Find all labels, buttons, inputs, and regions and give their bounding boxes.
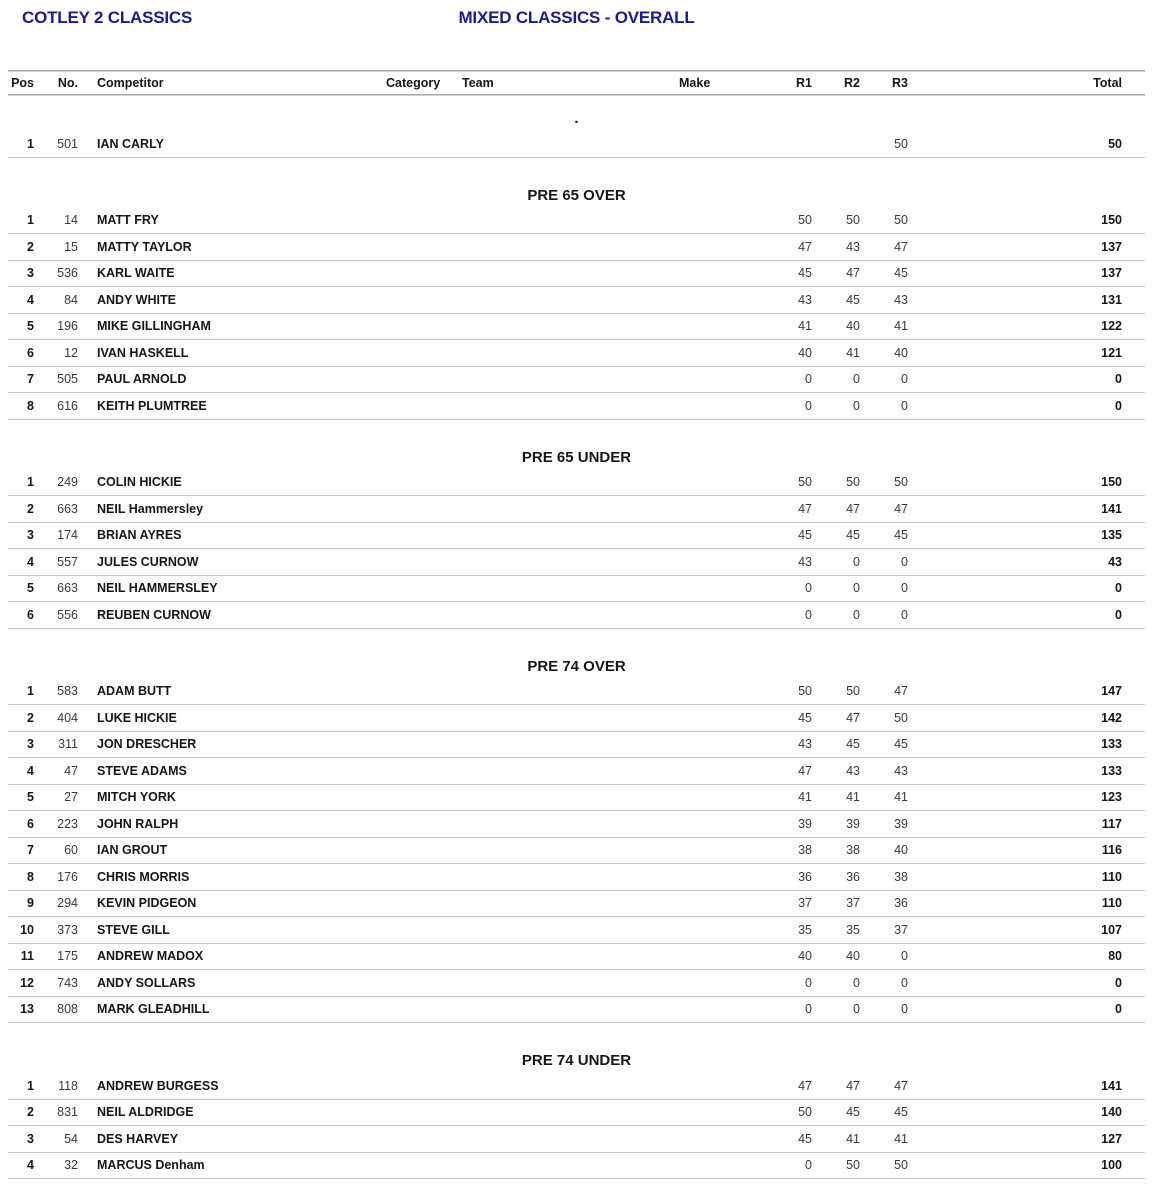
- cell-competitor: MITCH YORK: [97, 790, 176, 805]
- cell-r2: 43: [846, 763, 860, 778]
- table-row: [8, 496, 1145, 523]
- cell-no: 84: [64, 292, 78, 307]
- cell-r2: 0: [853, 398, 860, 413]
- cell-competitor: ANDREW BURGESS: [97, 1078, 219, 1093]
- cell-r2: 0: [853, 581, 860, 596]
- cell-r3: 50: [894, 475, 908, 490]
- cell-competitor: PAUL ARNOLD: [97, 372, 187, 387]
- cell-competitor: ANDY WHITE: [97, 292, 176, 307]
- cell-pos: 11: [20, 949, 34, 964]
- table-row: [8, 208, 1145, 235]
- cell-no: 663: [57, 581, 78, 596]
- cell-total: 137: [1101, 266, 1122, 281]
- cell-competitor: MARCUS Denham: [97, 1158, 205, 1173]
- cell-r1: 38: [798, 843, 812, 858]
- cell-r3: 43: [894, 763, 908, 778]
- table-row: [8, 917, 1145, 944]
- cell-pos: 8: [27, 869, 34, 884]
- column-header-team: Team: [462, 76, 494, 90]
- cell-pos: 1: [27, 1078, 34, 1093]
- cell-pos: 1: [27, 213, 34, 228]
- cell-r1: 0: [805, 1002, 812, 1017]
- cell-total: 141: [1101, 1078, 1122, 1093]
- cell-pos: 3: [27, 266, 34, 281]
- cell-total: 133: [1101, 737, 1122, 752]
- cell-no: 663: [57, 501, 78, 516]
- cell-total: 110: [1101, 896, 1122, 911]
- table-header-row: [8, 72, 1145, 94]
- cell-r3: 41: [894, 790, 908, 805]
- cell-pos: 2: [27, 501, 34, 516]
- cell-r2: 0: [853, 554, 860, 569]
- cell-total: 0: [1115, 607, 1122, 622]
- cell-r3: 0: [901, 975, 908, 990]
- cell-no: 196: [57, 319, 78, 334]
- cell-total: 123: [1101, 790, 1122, 805]
- cell-r3: 0: [901, 554, 908, 569]
- cell-competitor: KARL WAITE: [97, 266, 175, 281]
- results-section: [8, 1048, 1145, 1179]
- cell-r2: 45: [846, 1105, 860, 1120]
- table-row: [8, 549, 1145, 576]
- cell-pos: 3: [27, 1131, 34, 1146]
- cell-total: 117: [1101, 816, 1122, 831]
- cell-r3: 0: [901, 398, 908, 413]
- cell-r1: 50: [798, 475, 812, 490]
- cell-competitor: NEIL Hammersley: [97, 501, 204, 516]
- cell-competitor: STEVE GILL: [97, 922, 170, 937]
- cell-r1: 0: [805, 607, 812, 622]
- event-title: COTLEY 2 CLASSICS: [22, 8, 193, 27]
- cell-r3: 41: [894, 319, 908, 334]
- cell-r1: 45: [798, 1131, 812, 1146]
- cell-r1: 45: [798, 528, 812, 543]
- cell-no: 373: [57, 922, 78, 937]
- cell-r1: 47: [798, 501, 812, 516]
- cell-r1: 47: [798, 239, 812, 254]
- table-row: [8, 838, 1145, 865]
- cell-r3: 45: [894, 528, 908, 543]
- cell-r2: 0: [853, 372, 860, 387]
- cell-pos: 5: [27, 790, 34, 805]
- column-header-category: Category: [386, 76, 441, 90]
- cell-r1: 0: [805, 581, 812, 596]
- table-row: [8, 1153, 1145, 1180]
- cell-no: 536: [57, 266, 78, 281]
- cell-r3: 0: [901, 607, 908, 622]
- cell-no: 174: [57, 528, 78, 543]
- table-row: [8, 944, 1145, 971]
- cell-total: 0: [1115, 975, 1122, 990]
- cell-total: 147: [1101, 684, 1122, 699]
- cell-pos: 5: [27, 581, 34, 596]
- cell-competitor: MARK GLEADHILL: [97, 1002, 210, 1017]
- column-header-r3: R3: [892, 76, 908, 90]
- cell-total: 133: [1101, 763, 1122, 778]
- cell-r2: 36: [846, 869, 860, 884]
- cell-r1: 50: [798, 213, 812, 228]
- cell-pos: 7: [27, 372, 34, 387]
- cell-total: 122: [1101, 319, 1122, 334]
- cell-r2: 50: [846, 213, 860, 228]
- cell-total: 131: [1101, 292, 1122, 307]
- cell-r3: 47: [894, 239, 908, 254]
- cell-no: 60: [64, 843, 78, 858]
- cell-competitor: STEVE ADAMS: [97, 763, 187, 778]
- table-row: [8, 864, 1145, 891]
- cell-r2: 50: [846, 684, 860, 699]
- cell-pos: 2: [27, 239, 34, 254]
- results-table: [8, 70, 1145, 1179]
- cell-r2: 40: [846, 949, 860, 964]
- cell-pos: 8: [27, 398, 34, 413]
- cell-r3: 50: [894, 213, 908, 228]
- cell-r2: 47: [846, 501, 860, 516]
- cell-total: 0: [1115, 1002, 1122, 1017]
- cell-competitor: REUBEN CURNOW: [97, 607, 211, 622]
- table-row: [8, 340, 1145, 367]
- cell-total: 140: [1101, 1105, 1122, 1120]
- table-row: [8, 758, 1145, 785]
- cell-r3: 40: [894, 345, 908, 360]
- cell-competitor: KEITH PLUMTREE: [97, 398, 207, 413]
- cell-competitor: JOHN RALPH: [97, 816, 179, 831]
- cell-pos: 12: [20, 975, 34, 990]
- cell-total: 150: [1101, 475, 1122, 490]
- section-title: .: [574, 110, 579, 127]
- cell-no: 54: [64, 1131, 78, 1146]
- cell-total: 116: [1101, 843, 1122, 858]
- cell-no: 556: [57, 607, 78, 622]
- cell-r2: 41: [846, 345, 860, 360]
- section-title: PRE 74 UNDER: [521, 1052, 632, 1069]
- cell-pos: 2: [27, 710, 34, 725]
- cell-total: 0: [1115, 398, 1122, 413]
- cell-competitor: NEIL HAMMERSLEY: [97, 581, 218, 596]
- column-header-r2: R2: [844, 76, 860, 90]
- cell-total: 50: [1108, 136, 1122, 151]
- cell-pos: 5: [27, 319, 34, 334]
- cell-r3: 45: [894, 737, 908, 752]
- cell-total: 100: [1101, 1158, 1122, 1173]
- cell-no: 808: [57, 1002, 78, 1017]
- column-header-pos: Pos: [11, 76, 34, 90]
- results-section: [8, 183, 1145, 420]
- cell-total: 0: [1115, 581, 1122, 596]
- cell-r2: 35: [846, 922, 860, 937]
- cell-r2: 0: [853, 607, 860, 622]
- table-row: [8, 261, 1145, 288]
- column-header-make: Make: [679, 76, 711, 90]
- cell-no: 743: [57, 975, 78, 990]
- cell-no: 47: [64, 763, 78, 778]
- cell-no: 12: [64, 345, 78, 360]
- cell-r1: 50: [798, 1105, 812, 1120]
- cell-pos: 1: [27, 684, 34, 699]
- cell-r1: 43: [798, 292, 812, 307]
- cell-r3: 39: [894, 816, 908, 831]
- table-row: [8, 679, 1145, 706]
- table-row: [8, 811, 1145, 838]
- table-row: [8, 576, 1145, 603]
- table-row: [8, 705, 1145, 732]
- table-header-bottom-double-rule: [8, 94, 1145, 96]
- table-row: [8, 1100, 1145, 1127]
- cell-no: 616: [57, 398, 78, 413]
- cell-r3: 36: [894, 896, 908, 911]
- cell-total: 110: [1101, 869, 1122, 884]
- cell-r1: 47: [798, 1078, 812, 1093]
- cell-competitor: ANDREW MADOX: [97, 949, 204, 964]
- cell-no: 14: [64, 213, 78, 228]
- cell-r3: 47: [894, 1078, 908, 1093]
- cell-r3: 0: [901, 372, 908, 387]
- cell-r2: 0: [853, 1002, 860, 1017]
- cell-pos: 6: [27, 607, 34, 622]
- cell-r1: 39: [798, 816, 812, 831]
- cell-competitor: IAN GROUT: [97, 843, 168, 858]
- cell-total: 135: [1101, 528, 1122, 543]
- cell-r3: 50: [894, 136, 908, 151]
- cell-r1: 45: [798, 266, 812, 281]
- table-row: [8, 732, 1145, 759]
- cell-r3: 38: [894, 869, 908, 884]
- cell-no: 27: [64, 790, 78, 805]
- cell-r3: 47: [894, 684, 908, 699]
- cell-competitor: IAN CARLY: [97, 136, 164, 151]
- cell-r1: 0: [805, 372, 812, 387]
- cell-no: 505: [57, 372, 78, 387]
- table-row: [8, 602, 1145, 629]
- table-row: [8, 1073, 1145, 1100]
- column-header-total: Total: [1093, 76, 1122, 90]
- cell-competitor: ANDY SOLLARS: [97, 975, 196, 990]
- cell-competitor: JON DRESCHER: [97, 737, 197, 752]
- cell-r2: 37: [846, 896, 860, 911]
- cell-total: 141: [1101, 501, 1122, 516]
- cell-r1: 50: [798, 684, 812, 699]
- cell-pos: 7: [27, 843, 34, 858]
- cell-competitor: KEVIN PIDGEON: [97, 896, 197, 911]
- cell-pos: 13: [20, 1002, 34, 1017]
- cell-total: 0: [1115, 372, 1122, 387]
- cell-pos: 9: [27, 896, 34, 911]
- cell-pos: 4: [27, 292, 34, 307]
- cell-r1: 40: [798, 345, 812, 360]
- cell-r3: 45: [894, 266, 908, 281]
- cell-r3: 40: [894, 843, 908, 858]
- cell-r1: 36: [798, 869, 812, 884]
- cell-r1: 45: [798, 710, 812, 725]
- table-row: [8, 367, 1145, 394]
- cell-total: 142: [1101, 710, 1122, 725]
- cell-r2: 50: [846, 1158, 860, 1173]
- table-row: [8, 891, 1145, 918]
- cell-pos: 10: [20, 922, 34, 937]
- cell-r3: 50: [894, 1158, 908, 1173]
- cell-r3: 0: [901, 1002, 908, 1017]
- cell-r3: 37: [894, 922, 908, 937]
- cell-total: 150: [1101, 213, 1122, 228]
- cell-total: 121: [1101, 345, 1122, 360]
- cell-r1: 37: [798, 896, 812, 911]
- cell-r2: 0: [853, 975, 860, 990]
- column-header-no: No.: [57, 76, 78, 90]
- cell-competitor: MATTY TAYLOR: [97, 239, 192, 254]
- cell-no: 583: [57, 684, 78, 699]
- title-bar: [0, 0, 1153, 70]
- cell-r2: 47: [846, 710, 860, 725]
- cell-no: 175: [57, 949, 78, 964]
- cell-r1: 41: [798, 790, 812, 805]
- cell-no: 404: [57, 710, 78, 725]
- cell-competitor: LUKE HICKIE: [97, 710, 177, 725]
- cell-r3: 0: [901, 949, 908, 964]
- cell-pos: 3: [27, 528, 34, 543]
- cell-r1: 0: [805, 975, 812, 990]
- cell-r2: 45: [846, 292, 860, 307]
- cell-r2: 45: [846, 528, 860, 543]
- cell-r2: 50: [846, 475, 860, 490]
- cell-total: 127: [1101, 1131, 1122, 1146]
- cell-pos: 4: [27, 763, 34, 778]
- cell-r1: 0: [805, 1158, 812, 1173]
- cell-r1: 0: [805, 398, 812, 413]
- cell-competitor: DES HARVEY: [97, 1131, 179, 1146]
- column-header-r1: R1: [796, 76, 812, 90]
- cell-r3: 0: [901, 581, 908, 596]
- cell-r1: 43: [798, 737, 812, 752]
- cell-competitor: CHRIS MORRIS: [97, 869, 190, 884]
- cell-no: 294: [57, 896, 78, 911]
- cell-pos: 2: [27, 1105, 34, 1120]
- cell-total: 80: [1108, 949, 1122, 964]
- cell-no: 831: [57, 1105, 78, 1120]
- cell-r3: 43: [894, 292, 908, 307]
- cell-total: 107: [1101, 922, 1122, 937]
- cell-r3: 45: [894, 1105, 908, 1120]
- table-row: [8, 234, 1145, 261]
- cell-pos: 1: [27, 136, 34, 151]
- cell-no: 176: [57, 869, 78, 884]
- cell-no: 15: [64, 239, 78, 254]
- cell-no: 557: [57, 554, 78, 569]
- cell-no: 311: [58, 737, 78, 752]
- cell-competitor: IVAN HASKELL: [97, 345, 189, 360]
- section-title: PRE 65 UNDER: [521, 448, 632, 466]
- cell-r2: 41: [846, 1131, 860, 1146]
- cell-pos: 4: [27, 1158, 34, 1173]
- cell-r2: 47: [846, 266, 860, 281]
- cell-r1: 40: [798, 949, 812, 964]
- table-row: [8, 314, 1145, 341]
- results-section: [8, 445, 1145, 629]
- cell-r2: 43: [846, 239, 860, 254]
- table-row: [8, 1126, 1145, 1153]
- results-section: [8, 654, 1145, 1024]
- cell-total: 43: [1108, 554, 1122, 569]
- cell-competitor: JULES CURNOW: [97, 554, 199, 569]
- cell-r2: 38: [846, 843, 860, 858]
- column-header-competitor: Competitor: [97, 76, 164, 90]
- cell-r2: 40: [846, 319, 860, 334]
- cell-pos: 3: [27, 737, 34, 752]
- cell-r3: 47: [894, 501, 908, 516]
- table-row: [8, 970, 1145, 997]
- cell-pos: 4: [27, 554, 34, 569]
- section-title: PRE 65 OVER: [527, 186, 626, 204]
- table-row: [8, 997, 1145, 1024]
- results-section: [8, 106, 1145, 158]
- results-sections: [8, 106, 1145, 1179]
- cell-r2: 47: [846, 1078, 860, 1093]
- table-row: [8, 131, 1145, 158]
- cell-r2: 41: [846, 790, 860, 805]
- cell-r1: 41: [798, 319, 812, 334]
- cell-no: 501: [57, 136, 78, 151]
- cell-pos: 1: [27, 475, 34, 490]
- cell-pos: 6: [27, 345, 34, 360]
- cell-r3: 50: [894, 710, 908, 725]
- cell-total: 137: [1101, 239, 1122, 254]
- cell-r1: 43: [798, 554, 812, 569]
- cell-no: 118: [58, 1078, 78, 1093]
- cell-competitor: NEIL ALDRIDGE: [97, 1105, 194, 1120]
- cell-competitor: MATT FRY: [97, 213, 159, 228]
- cell-competitor: BRIAN AYRES: [97, 528, 182, 543]
- cell-competitor: ADAM BUTT: [97, 684, 172, 699]
- cell-competitor: COLIN HICKIE: [97, 475, 182, 490]
- report-title: MIXED CLASSICS - OVERALL: [458, 8, 695, 27]
- cell-no: 32: [64, 1158, 78, 1173]
- table-row: [8, 393, 1145, 420]
- section-title: PRE 74 OVER: [527, 657, 626, 675]
- cell-no: 223: [57, 816, 78, 831]
- cell-competitor: MIKE GILLINGHAM: [97, 319, 211, 334]
- cell-r1: 35: [798, 922, 812, 937]
- table-row: [8, 470, 1145, 497]
- cell-pos: 6: [27, 816, 34, 831]
- table-row: [8, 523, 1145, 550]
- cell-r1: 47: [798, 763, 812, 778]
- cell-r2: 45: [846, 737, 860, 752]
- cell-r2: 39: [846, 816, 860, 831]
- cell-no: 249: [57, 475, 78, 490]
- table-row: [8, 785, 1145, 812]
- cell-r3: 41: [894, 1131, 908, 1146]
- table-row: [8, 287, 1145, 314]
